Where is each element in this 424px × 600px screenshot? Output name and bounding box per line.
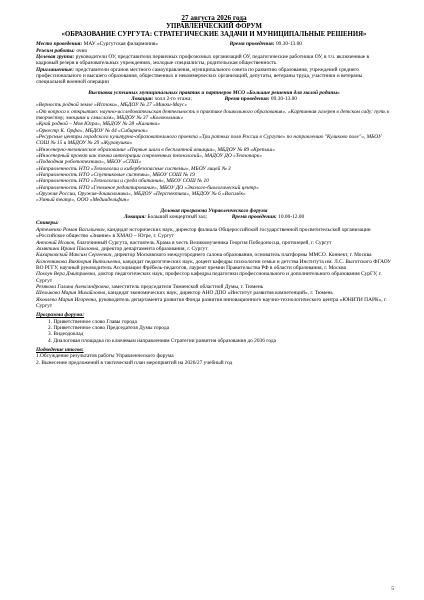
speaker-item: Кахарковский Максим Сергеевич, директор Московского междугороднего салона образования, основатель платформы ММСО. Коннект, г. Москва	[36, 252, 372, 259]
invited-row: Приглашенные: представители органов местного самоуправления, муниципального совета по развитию образования, учреждений среднего профессионального и высшего образования, общественных и некоммерческих организаций, депутаты, ветераны труда, участники и ветераны специальной военной операции	[36, 66, 363, 86]
speaker-item: Замятина Ирина Павловна, директор департамента образования, г. Сургут	[36, 245, 208, 252]
audience-row: Целевая группа: руководители ОУ, представители первичных профсоюзных организаций ОУ, педагогические работники ОУ, в т.ч. включенные в кадровый резерв в образовательных учреждениях, молодые специалисты, родительская общественность	[36, 53, 370, 67]
list-item: «Оркестр К. Орфа», МБДОУ № 44 «Сибирячок»	[36, 127, 148, 134]
speaker-item: Антоний Исаков, благочинный Сургута, настоятель Храма в честь Великомученика Георгия Победоносца, протоиерей, г. Сургут	[36, 239, 332, 246]
list-item: «Ресурсные центры городского культурно-образовательного проекта «Три ратных поля России в Сургуте» по направлению "Куликово поле"», МБОУ СОШ № 15 и МБДОУ № 29 «Журавушка»	[36, 134, 382, 147]
list-item: «Направленность НТО «Геномное редактирование», МБОУ ДО «Эколого-биологический центр»	[36, 184, 259, 191]
list-item: «От вопроса к открытию: научно-исследовательская деятельность в практике дошкольного образования». «Картинная галерея в детском саду: путь к творчеству, эмоциям и смыслам», МБДОУ № 37 «Колокольчик»	[36, 108, 390, 121]
speakers-list	[36, 227, 392, 309]
speakers-label: Спикеры:	[36, 220, 59, 227]
forum-title: УПРАВЛЕНЧЕСКИЙ ФОРУМ	[166, 23, 262, 30]
list-item: «Инженерный проект как точка интеграции современных технологий», МАДОУ ДО «Технопарк»	[36, 153, 262, 160]
speaker-item: Шелыкова Мария Михайловна, кандидат экономических наук, директор АНО ДПО «Институт развития компетенций», г. Тюмень	[36, 290, 333, 297]
list-item: «Направленность НТО «Технологии и кибербезопасные системы», МБОУ лицей № 3	[36, 165, 231, 172]
speaker-item: Похоун Вера Дмитриевна, доктор педагогических наук, профессор кафедры педагогики профессионального и дополнительного образования СурГУ, г. Сургут	[36, 271, 382, 284]
list-item: «Верность родной земле «Истоки», МБДОУ № 27 «Микки-Маус»	[36, 102, 188, 109]
results-list	[36, 353, 392, 366]
exhibition-location-row: Локация: холл 2-го этажа; Время проведения: 09.30-13.00	[131, 95, 297, 102]
program-list	[36, 319, 392, 344]
venue-value: МАУ «Сургутская филармония»	[82, 41, 159, 48]
results-label: Подведение итогов:	[36, 347, 84, 353]
event-date: 27 августа 2026 года	[181, 14, 247, 22]
list-item: «Подводная робототехника», МБОУ «СПШ»	[36, 159, 142, 166]
results-item: 2. Вынесение предложений в тактический план мероприятий на 2026/27 учебный год	[36, 359, 233, 366]
speaker-item: Резякова Галина Александровна, заместитель председателя Тюменской областной Думы, г. Тюмень	[36, 283, 264, 290]
venue-time-value: 09.30-13.00	[274, 41, 302, 48]
venue-label: Место проведения:	[36, 41, 83, 48]
list-item: «Край родной – Моя Югра», МБДОУ № 28 «Калинка»	[36, 121, 160, 128]
speaker-item: Кожевникова Виктория Витальевна, кандидат педагогических наук, доцент кафедры психологии семьи и детства Института им. Л.С. Выготского ФГАОУ ВО РГГУ, научный руководитель Ассоциации Фрёбель-педагогов, лауреат премии Правительства РФ в области образования, г. Москва	[36, 258, 392, 271]
results-item: 1.Обсуждение результатов работы Управленческого форума	[36, 353, 174, 360]
mode-row: Режим работы: очно	[36, 47, 88, 54]
exhibition-title: Выставка успешных муниципальных практик и партнеров МСО «Большие решения для малой родины»	[88, 89, 340, 96]
exhibition-list	[36, 102, 392, 204]
page-number: 5	[391, 586, 394, 592]
list-item: «Направленность НТО «Спутниковые системы», МБОУ СОШ № 19	[36, 172, 195, 179]
program-item: 4. Диалоговая площадка по ключевым направлениям Стратегии развития образования до 2036 года	[48, 337, 277, 344]
speaker-item: Артеменко Роман Васильевич, кандидат исторических наук, директор филиала Общероссийской государственной просветительской организации «Российское общество «Знание» в ХМАО – Югре, г. Сургут	[36, 226, 371, 240]
list-item: «Направленность НТО «Технологии и среда обитания», МБОУ СОШ № 10	[36, 178, 209, 185]
program-label: Программа форума:	[36, 312, 85, 319]
program-item: 2. Приветственное слово Председателя Думы города	[48, 324, 169, 331]
program-item: 1. Приветственное слово Главы города	[48, 318, 137, 325]
list-item: «Инженерно-техническое образование «Первые шаги в бесплатной авиации», МБДОУ № 89 «Крепыш»	[36, 146, 275, 153]
business-location-row: Локация: Большой концертный зал; Время проведения: 10.00-12.00	[123, 214, 305, 221]
speaker-item: Яковлева Мария Игоревна, руководитель департамента развития Фонда развития инновационного научно-технологического центра «ЮНИТИ ПАРК», г. Сургут	[36, 296, 387, 309]
list-item: «Умный театр», ООО «Медиадельфин»	[36, 197, 130, 204]
business-title: Деловая программа Управленческого форума	[160, 207, 268, 214]
forum-subtitle: «ОБРАЗОВАНИЕ СУРГУТА: СТРАТЕГИЧЕСКИЕ ЗАДАЧИ И МУНИЦИПАЛЬНЫЕ РЕШЕНИЯ»	[61, 30, 367, 38]
venue-time-label: Время проведения:	[229, 41, 275, 48]
program-item: 3. Видеодоклад	[48, 331, 84, 338]
list-item: «Оружия России, Оружия-дошкольника», МБДОУ «Перспектива», МБДОУ № 6 «Василёк»	[36, 191, 246, 198]
